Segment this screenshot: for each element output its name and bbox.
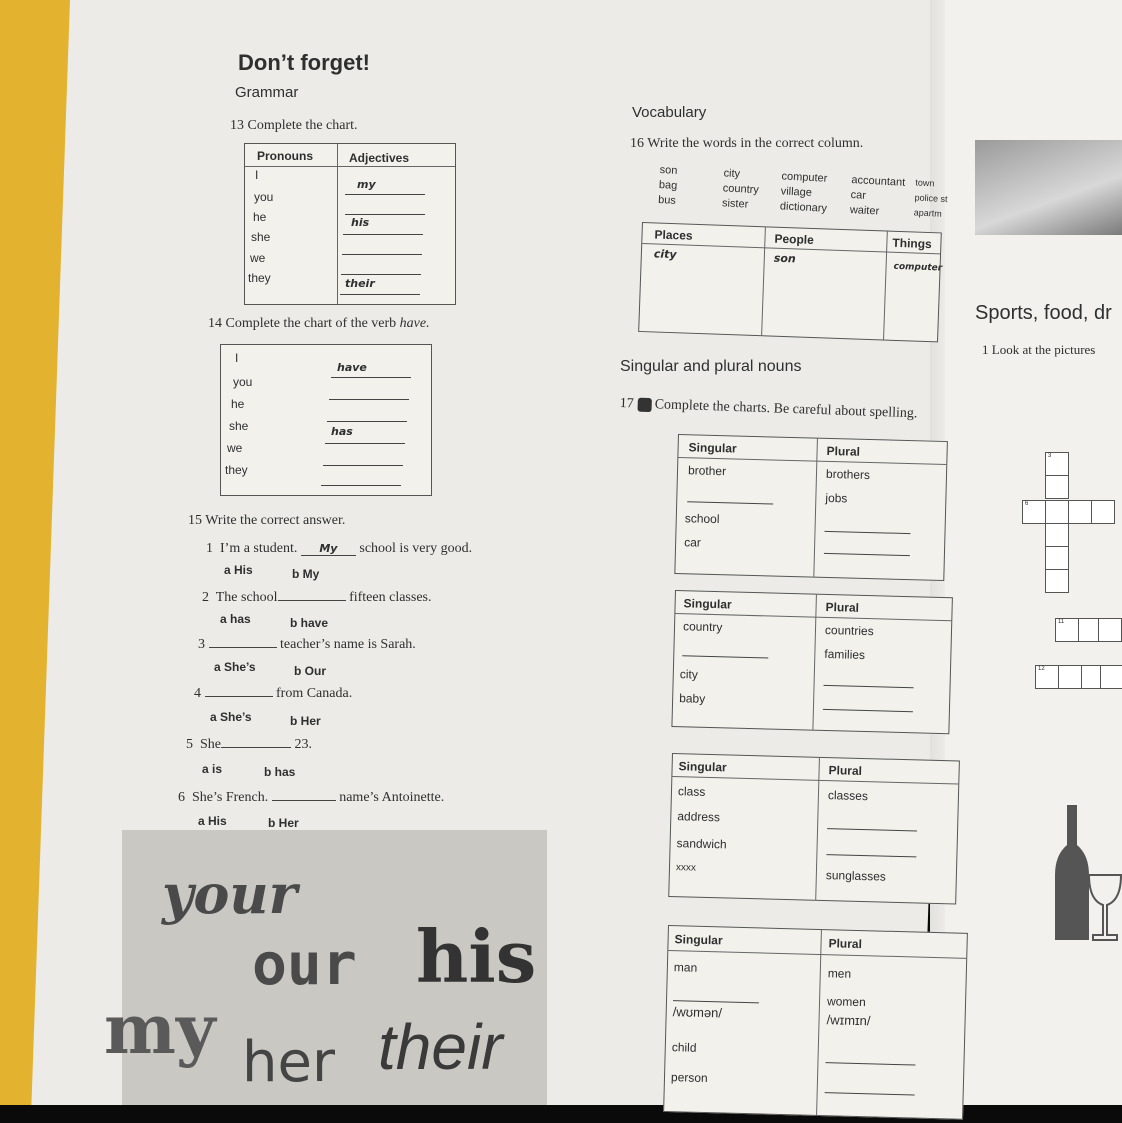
plural-cell: classes: [827, 788, 869, 804]
ex14-pronoun: I: [235, 351, 239, 365]
singular-cell: brother: [687, 463, 727, 479]
ex16-table: [638, 222, 942, 342]
plural-table-3: [668, 753, 960, 904]
ex15-item-2: [202, 590, 532, 606]
ex13-heading: 13 Complete the chart.: [230, 118, 358, 133]
word-our: our: [252, 930, 357, 998]
plural-cell: women: [826, 994, 866, 1010]
ex16-col-things: Things: [892, 235, 932, 252]
ex16-answer: son: [773, 251, 796, 266]
singular-cell: car: [683, 535, 702, 550]
word: city: [723, 167, 741, 181]
word-my: my: [104, 990, 216, 1070]
crossword-cell: [1055, 618, 1079, 642]
item-number: 5: [186, 737, 193, 752]
ex13-pronoun: she: [251, 230, 271, 244]
ex13-pronoun: they: [248, 271, 271, 285]
crossword-cell: [1045, 475, 1069, 499]
ex16-col-places: Places: [654, 227, 693, 243]
item-text: 23.: [294, 737, 312, 752]
word: town: [915, 177, 935, 189]
plural-table-4: [663, 925, 968, 1120]
plural-cell: sunglasses: [825, 868, 887, 884]
item-blank: [278, 600, 346, 601]
ex16-heading: 16 Write the words in the correct column.: [630, 136, 864, 151]
col-plural: Plural: [828, 763, 863, 778]
ex15-opt-a: a She’s: [214, 660, 256, 674]
ex14-verb: have.: [399, 316, 430, 331]
item-blank: [272, 800, 336, 801]
crossword-cell: [1022, 500, 1046, 524]
item-text: The school: [215, 590, 278, 605]
ex13-pronoun: you: [254, 190, 274, 204]
vocabulary-heading: Vocabulary: [632, 104, 707, 121]
plural-cell: brothers: [825, 466, 871, 483]
item-number: 4: [194, 686, 201, 701]
col-plural: Plural: [825, 599, 860, 615]
pair-work-icon: [637, 397, 651, 411]
col-plural: Plural: [828, 936, 863, 952]
ex15-item-1: [206, 541, 536, 557]
word: police st: [914, 192, 948, 205]
ex15-opt-b: b Her: [290, 714, 321, 728]
ex15-opt-b: b has: [264, 765, 296, 779]
col-singular: Singular: [674, 932, 723, 948]
singular-cell: country: [682, 619, 723, 635]
item-blank: [205, 696, 273, 697]
item-text: school is very good.: [359, 541, 473, 556]
section-title: Singular and plural nouns: [620, 358, 802, 375]
ex14-pronoun: we: [227, 441, 243, 455]
singular-cell: man: [673, 960, 698, 975]
word: waiter: [849, 204, 880, 218]
item-number: 2: [202, 590, 209, 605]
plural-table-1: [674, 434, 948, 581]
word: bus: [657, 193, 677, 207]
ex16-col-people: People: [774, 231, 815, 248]
word: country: [722, 182, 760, 197]
word: apartm: [913, 207, 943, 219]
item-number: 3: [198, 637, 205, 652]
singular-cell: person: [670, 1070, 708, 1086]
ex15-opt-b: b Her: [268, 816, 299, 830]
ex13-pronoun: I: [255, 168, 259, 182]
word: car: [850, 189, 867, 202]
ex14-heading-text: 14 Complete the chart of the verb: [208, 316, 400, 331]
col-singular: Singular: [683, 596, 732, 612]
crossword-cell: [1045, 523, 1069, 547]
word: sister: [721, 197, 749, 211]
ex13-table: [244, 143, 456, 305]
crossword-cell: [1045, 500, 1069, 524]
col-plural: Plural: [826, 443, 861, 459]
ex13-pronoun: he: [253, 210, 267, 224]
ex14-form: have: [337, 361, 367, 374]
crossword-cell: [1068, 500, 1092, 524]
item-number: 1: [206, 541, 213, 556]
ex14-heading: [208, 316, 430, 332]
ex15-opt-a: a has: [220, 612, 251, 626]
word: accountant: [851, 174, 906, 189]
page-title: Don’t forget!: [238, 50, 370, 75]
clue-number: 12: [1038, 666, 1045, 672]
crossword-cell: [1098, 618, 1122, 642]
ex15-opt-a: a is: [202, 762, 223, 776]
word-his: his: [416, 914, 537, 999]
singular-cell: xxxx: [675, 862, 697, 874]
wine-bottle-icon: [1055, 800, 1122, 945]
item-text: fifteen classes.: [349, 590, 432, 605]
ex15-heading: 15 Write the correct answer.: [188, 513, 346, 528]
ex15-item-5: [186, 737, 516, 753]
ex14-pronoun: she: [229, 419, 249, 433]
crossword-cell: [1045, 569, 1069, 593]
ex17-number: 17: [619, 396, 634, 412]
ex17-instruction: Complete the charts. Be careful about spelling.: [654, 397, 918, 422]
crossword-cell: [1045, 452, 1069, 476]
plural-cell: families: [824, 646, 866, 662]
word: dictionary: [779, 200, 828, 215]
col-singular: Singular: [678, 759, 727, 775]
word-your: your: [162, 862, 298, 926]
word: bag: [658, 178, 678, 192]
ex14-table: [220, 344, 432, 496]
col-singular: Singular: [688, 440, 737, 456]
ex15-item-6: [178, 790, 518, 806]
ex14-pronoun: they: [225, 463, 248, 477]
ex13-adjective: their: [345, 277, 375, 290]
item-text: name’s Antoinette.: [339, 790, 445, 805]
ex14-pronoun: you: [233, 375, 253, 389]
ex15-opt-b: b My: [292, 567, 320, 581]
plural-phonetic: /wɪmɪn/: [826, 1012, 871, 1029]
ex15-opt-a: a His: [198, 814, 227, 828]
singular-cell: class: [677, 784, 706, 799]
item-text: She: [200, 737, 221, 752]
singular-cell: sandwich: [676, 836, 727, 852]
ex15-item-3: [198, 637, 528, 653]
clue-number: 11: [1058, 619, 1065, 625]
singular-cell: school: [684, 511, 720, 527]
next-unit-task: 1 Look at the pictures: [982, 342, 1096, 357]
ex13-col-pronouns: Pronouns: [257, 149, 313, 163]
grammar-heading: Grammar: [235, 84, 299, 101]
ex15-opt-a: a His: [224, 563, 253, 577]
singular-cell: address: [677, 809, 721, 825]
clue-number: 3: [1048, 453, 1052, 459]
word-their: their: [378, 1011, 503, 1083]
item-text: teacher’s name is Sarah.: [280, 637, 416, 652]
item-text: She’s French.: [192, 790, 269, 805]
plural-cell: men: [827, 966, 852, 981]
plural-table-2: [671, 590, 952, 734]
item-blank: [221, 747, 291, 748]
item-number: 6: [178, 790, 185, 805]
crossword-cell: [1091, 500, 1115, 524]
word: computer: [781, 170, 828, 185]
item-answer: My: [301, 542, 356, 556]
item-blank: [209, 647, 277, 648]
ex14-pronoun: he: [231, 397, 245, 411]
ex16-answer: computer: [893, 261, 943, 274]
crossword-cell: [1035, 665, 1059, 689]
crossword-cell: [1058, 665, 1082, 689]
item-text: I’m a student.: [220, 541, 298, 556]
word-her: her: [242, 1030, 335, 1095]
ex15-opt-a: a She’s: [210, 710, 252, 724]
ex13-col-adjectives: Adjectives: [349, 151, 410, 165]
next-unit-title: Sports, food, dr: [975, 302, 1112, 324]
singular-phonetic: /wʊmən/: [672, 1004, 723, 1021]
singular-cell: baby: [678, 691, 706, 706]
singular-cell: city: [679, 667, 698, 682]
word: son: [659, 164, 678, 177]
item-text: from Canada.: [276, 686, 353, 701]
ex15-opt-b: b Our: [294, 664, 326, 678]
clue-number: 6: [1025, 501, 1029, 507]
ex13-adjective: my: [357, 178, 376, 191]
ex14-form: has: [331, 425, 353, 438]
ex13-pronoun: we: [250, 251, 266, 265]
crossword-cell: [1045, 546, 1069, 570]
ex13-adjective: his: [351, 216, 370, 229]
singular-cell: child: [671, 1040, 697, 1055]
crossword-cell: [1100, 665, 1122, 689]
ex15-opt-b: b have: [290, 616, 329, 630]
ex16-answer: city: [653, 247, 677, 262]
ex15-item-4: [194, 686, 524, 702]
plural-cell: countries: [824, 622, 874, 639]
sports-photo: [975, 140, 1122, 235]
plural-cell: jobs: [825, 490, 848, 506]
word: village: [780, 185, 813, 199]
